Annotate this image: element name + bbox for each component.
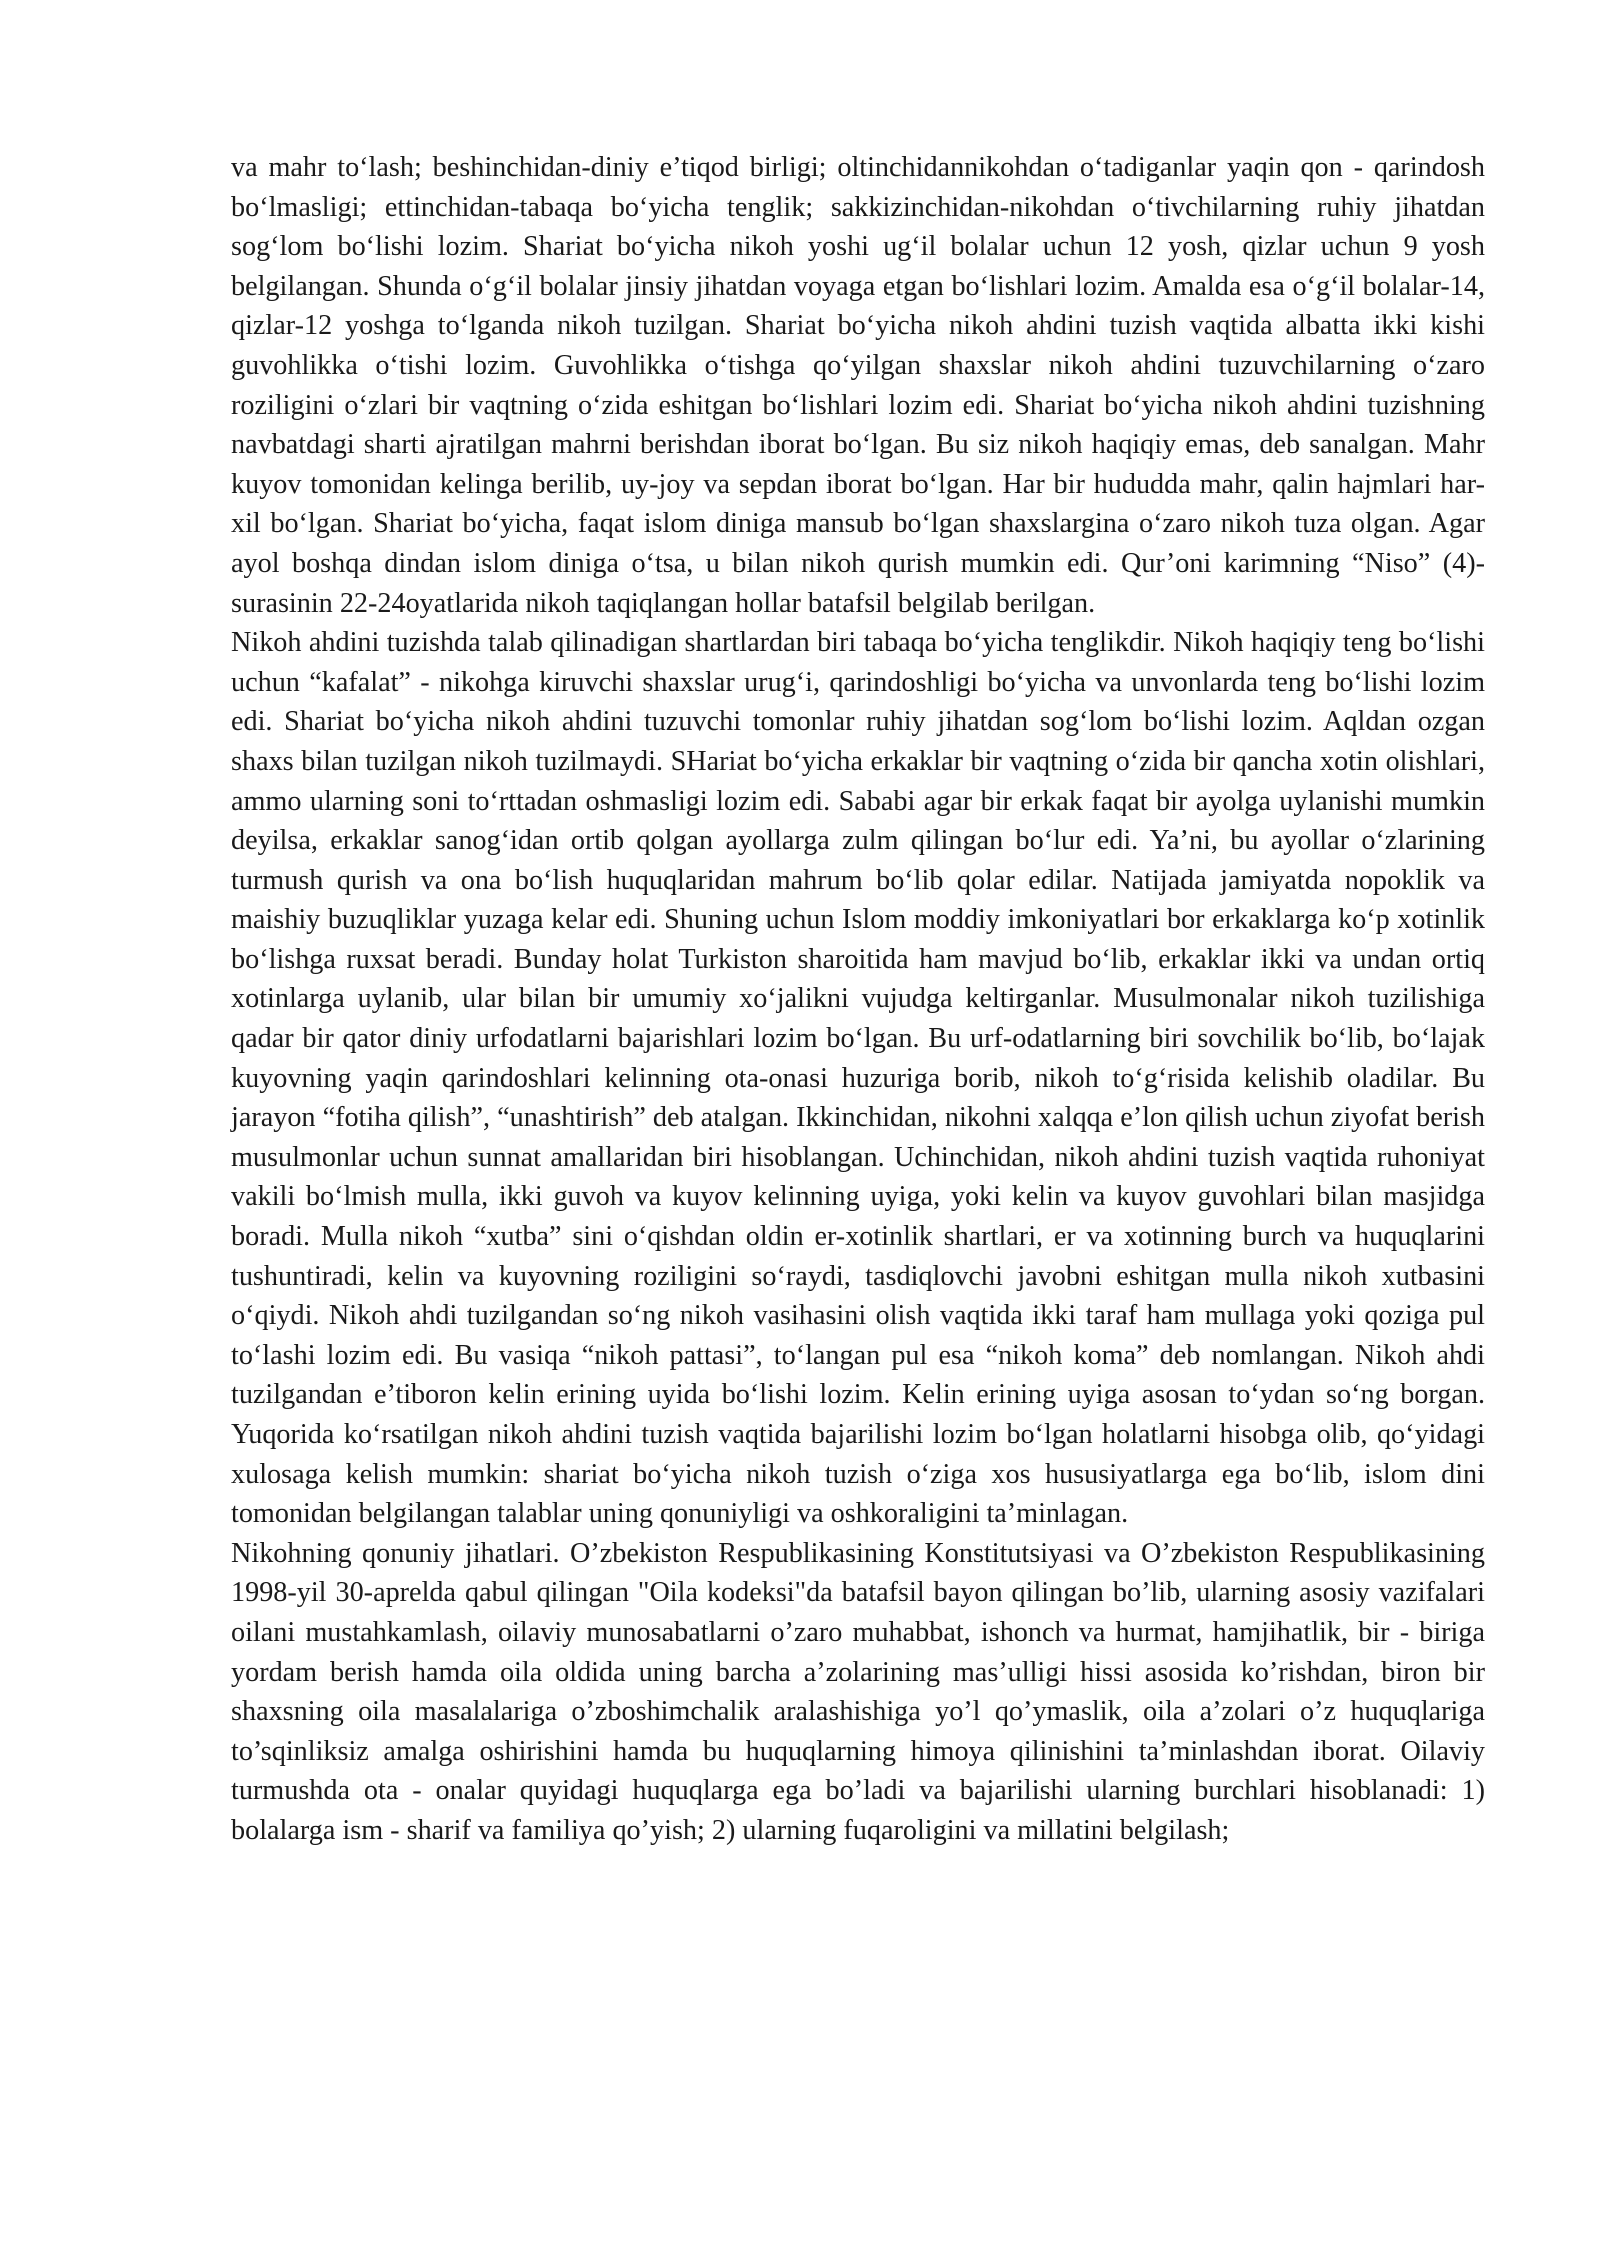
- document-page: [231, 148, 1485, 1851]
- paragraph-1: va mahr to‘lash; beshinchidan-diniy e’tiqod birligi; oltinchidannikohdan o‘tadiganlar yaqin qon - qarindosh bo‘lmasligi; ettinchidan-tabaqa bo‘yicha tenglik; sakkizinchidan-nikohdan o‘tivchilarning ruhiy jihatdan sog‘lom bo‘lishi lozim. Shariat bo‘yicha nikoh yoshi ug‘il bolalar uchun 12 yosh, qizlar uchun 9 yosh belgilangan. Shunda o‘g‘il bolalar jinsiy jihatdan voyaga etgan bo‘lishlari lozim. Amalda esa o‘g‘il bolalar-14, qizlar-12 yoshga to‘lganda nikoh tuzilgan. Shariat bo‘yicha nikoh ahdini tuzish vaqtida albatta ikki kishi guvohlikka o‘tishi lozim. Guvohlikka o‘tishga qo‘yilgan shaxslar nikoh ahdini tuzuvchilarning o‘zaro roziligini o‘zlari bir vaqtning o‘zida eshitgan bo‘lishlari lozim edi. Shariat bo‘yicha nikoh ahdini tuzishning navbatdagi sharti ajratilgan mahrni berishdan iborat bo‘lgan. Bu siz nikoh haqiqiy emas, deb sanalgan. Mahr kuyov tomonidan kelinga berilib, uy-joy va sepdan iborat bo‘lgan. Har bir hududda mahr, qalin hajmlari har-xil bo‘lgan. Shariat bo‘yicha, faqat islom diniga mansub bo‘lgan shaxslargina o‘zaro nikoh tuza olgan. Agar ayol boshqa dindan islom diniga o‘tsa, u bilan nikoh qurish mumkin edi. Qur’oni karimning “Niso” (4)-surasinin 22-24oyatlarida nikoh taqiqlangan hollar batafsil belgilab berilgan.: [231, 152, 1485, 619]
- paragraph-3: Nikohning qonuniy jihatlari. O’zbekiston Respublikasining Konstitutsiyasi va O’zbekiston Respublikasining 1998-yil 30-aprelda qabul qilingan "Oila kodeksi"da batafsil bayon qilingan bo’lib, ularning asosiy vazifalari oilani mustahkamlash, oilaviy munosabatlarni o’zaro muhabbat, ishonch va hurmat, hamjihatlik, bir - biriga yordam berish hamda oila oldida uning barcha a’zolarining mas’ulligi hissi asosida ko’rishdan, biron bir shaxsning oila masalalariga o’zboshimchalik aralashishiga yo’l qo’ymaslik, oila a’zolari o’z huquqlariga to’sqinliksiz amalga oshirishini hamda bu huquqlarning himoya qilinishini ta’minlashdan iborat. Oilaviy turmushda ota - onalar quyidagi huquqlarga ega bo’ladi va bajarilishi ularning burchlari hisoblanadi: 1) bolalarga ism - sharif va familiya qo’yish; 2) ularning fuqaroligini va millatini belgilash;: [231, 1537, 1485, 1846]
- paragraph-2: Nikoh ahdini tuzishda talab qilinadigan shartlardan biri tabaqa bo‘yicha tenglikdir. Nikoh haqiqiy teng bo‘lishi uchun “kafalat” - nikohga kiruvchi shaxslar urug‘i, qarindoshligi bo‘yicha va unvonlarda teng bo‘lishi lozim edi. Shariat bo‘yicha nikoh ahdini tuzuvchi tomonlar ruhiy jihatdan sog‘lom bo‘lishi lozim. Aqldan ozgan shaxs bilan tuzilgan nikoh tuzilmaydi. SHariat bo‘yicha erkaklar bir vaqtning o‘zida bir qancha xotin olishlari, ammo ularning soni to‘rttadan oshmasligi lozim edi. Sababi agar bir erkak faqat bir ayolga uylanishi mumkin deyilsa, erkaklar sanog‘idan ortib qolgan ayollarga zulm qilingan bo‘lur edi. Ya’ni, bu ayollar o‘zlarining turmush qurish va ona bo‘lish huquqlaridan mahrum bo‘lib qolar edilar. Natijada jamiyatda nopoklik va maishiy buzuqliklar yuzaga kelar edi. Shuning uchun Islom moddiy imkoniyatlari bor erkaklarga ko‘p xotinlik bo‘lishga ruxsat beradi. Bunday holat Turkiston sharoitida ham mavjud bo‘lib, erkaklar ikki va undan ortiq xotinlarga uylanib, ular bilan bir umumiy xo‘jalikni vujudga keltirganlar. Musulmonalar nikoh tuzilishiga qadar bir qator diniy urfodatlarni bajarishlari lozim bo‘lgan. Bu urf-odatlarning biri sovchilik bo‘lib, bo‘lajak kuyovning yaqin qarindoshlari kelinning ota-onasi huzuriga borib, nikoh to‘g‘risida kelishib oladilar. Bu jarayon “fotiha qilish”, “unashtirish” deb atalgan. Ikkinchidan, nikohni xalqqa e’lon qilish uchun ziyofat berish musulmonlar uchun sunnat amallaridan biri hisoblangan. Uchinchidan, nikoh ahdini tuzish vaqtida ruhoniyat vakili bo‘lmish mulla, ikki guvoh va kuyov kelinning uyiga, yoki kelin va kuyov guvohlari bilan masjidga boradi. Mulla nikoh “xutba” sini o‘qishdan oldin er-xotinlik shartlari, er va xotinning burch va huquqlarini tushuntiradi, kelin va kuyovning roziligini so‘raydi, tasdiqlovchi javobni eshitgan mulla nikoh xutbasini o‘qiydi. Nikoh ahdi tuzilgandan so‘ng nikoh vasihasini olish vaqtida ikki taraf ham mullaga yoki qoziga pul to‘lashi lozim edi. Bu vasiqa “nikoh pattasi”, to‘langan pul esa “nikoh koma” deb nomlangan. Nikoh ahdi tuzilgandan e’tiboron kelin erining uyida bo‘lishi lozim. Kelin erining uyiga asosan to‘ydan so‘ng borgan. Yuqorida ko‘rsatilgan nikoh ahdini tuzish vaqtida bajarilishi lozim bo‘lgan holatlarni hisobga olib, qo‘yidagi xulosaga kelish mumkin: shariat bo‘yicha nikoh tuzish o‘ziga xos hususiyatlarga ega bo‘lib, islom dini tomonidan belgilangan talablar uning qonuniyligi va oshkoraligini ta’minlagan.: [231, 627, 1485, 1530]
